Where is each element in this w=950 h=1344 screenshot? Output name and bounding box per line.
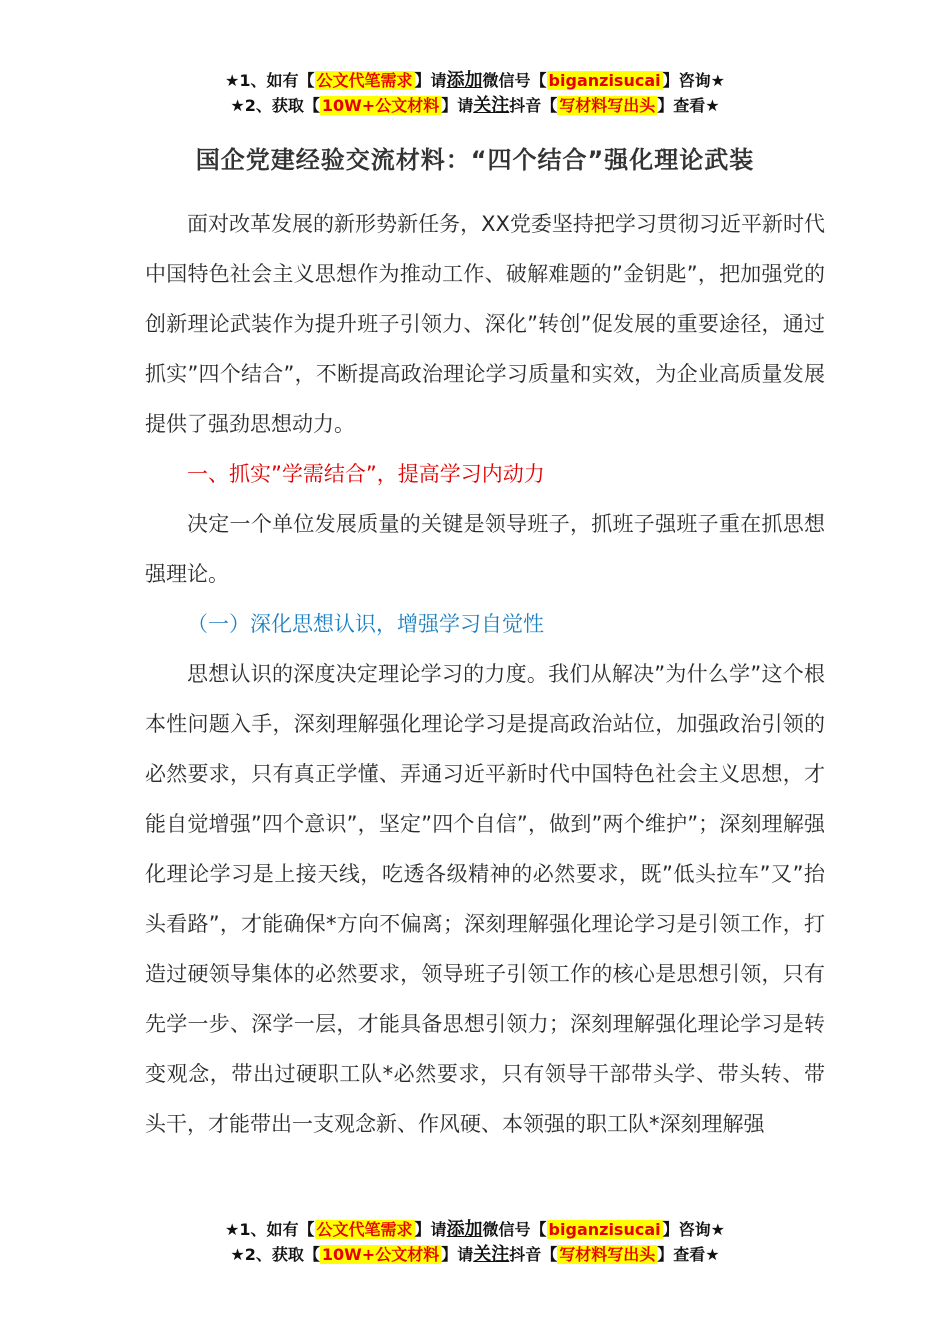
promo-text: 微信号【 (482, 1220, 547, 1239)
promo-text: 抖音【 (509, 1245, 558, 1264)
promo-text: ★2、获取【 (230, 1245, 320, 1264)
promo-highlight-service: 公文代笔需求 (316, 1220, 413, 1239)
promo-text: 】咨询★ (662, 71, 725, 90)
promo-highlight-materials: 10W+公文材料 (321, 1245, 440, 1264)
promo-highlight-wechat-id: biganzisucai (548, 1220, 661, 1239)
section-heading-1: 一、抓实”学需结合”，提高学习内动力 (187, 462, 545, 486)
body-paragraph: 决定一个单位发展质量的关键是领导班子，抓班子强班子重在抓思想强理论。 (145, 512, 825, 586)
promo-text: ★1、如有【 (225, 1220, 315, 1239)
promo-text: 】请 (441, 1245, 474, 1264)
promo-text: 】咨询★ (662, 1220, 725, 1239)
promo-text: 】请 (414, 1220, 447, 1239)
promo-text: 】请 (441, 96, 474, 115)
promo-line-2 (0, 1242, 950, 1267)
promo-text: ★1、如有【 (225, 71, 315, 90)
promo-highlight-douyin: 写材料写出头 (559, 96, 656, 115)
promo-underlined-text: 关注 (473, 95, 510, 116)
intro-paragraph: 面对改革发展的新形势新任务，XX党委坚持把学习贯彻习近平新时代中国特色社会主义思想作为推动工作、破解难题的”金钥匙”，把加强党的创新理论武装作为提升班子引领力、深化”转创”促发展的重要途径，通过抓实”四个结合”，不断提高政治理论学习质量和实效，为企业高质量发展提供了强劲思想动力。 (145, 212, 825, 436)
promo-text: 】查看★ (657, 1245, 720, 1264)
subsection-heading-1: （一）深化思想认识，增强学习自觉性 (187, 612, 544, 636)
top-promo-banner (0, 68, 950, 118)
promo-text: 】请 (414, 71, 447, 90)
promo-text: ★2、获取【 (230, 96, 320, 115)
promo-highlight-douyin: 写材料写出头 (559, 1245, 656, 1264)
promo-underlined-text: 添加 (446, 1219, 483, 1240)
promo-text: 抖音【 (509, 96, 558, 115)
promo-highlight-materials: 10W+公文材料 (321, 96, 440, 115)
promo-text: 微信号【 (482, 71, 547, 90)
promo-line-2 (0, 93, 950, 118)
document-title: 国企党建经验交流材料：“四个结合”强化理论武装 (195, 146, 755, 174)
promo-text: 】查看★ (657, 96, 720, 115)
promo-highlight-wechat-id: biganzisucai (548, 71, 661, 90)
promo-underlined-text: 添加 (446, 70, 483, 91)
body-paragraph: 思想认识的深度决定理论学习的力度。我们从解决”为什么学”这个根本性问题入手，深刻理解强化理论学习是提高政治站位，加强政治引领的必然要求，只有真正学懂、弄通习近平新时代中国特色社会主义思想，才能自觉增强”四个意识”，坚定”四个自信”，做到”两个维护”；深刻理解强化理论学习是上接天线，吃透各级精神的必然要求，既”低头拉车”又”抬头看路”，才能确保*方向不偏离；深刻理解强化理论学习是引领工作，打造过硬领导集体的必然要求，领导班子引领工作的核心是思想引领，只有先学一步、深学一层，才能具备思想引领力；深刻理解强化理论学习是转变观念，带出过硬职工队*必然要求，只有领导干部带头学、带头转、带头干，才能带出一支观念新、作风硬、本领强的职工队*深刻理解强 (145, 662, 825, 1136)
promo-line-1 (0, 68, 950, 93)
bottom-promo-banner (0, 1217, 950, 1267)
promo-underlined-text: 关注 (473, 1244, 510, 1265)
promo-highlight-service: 公文代笔需求 (316, 71, 413, 90)
promo-line-1 (0, 1217, 950, 1242)
document-body (145, 199, 825, 1149)
